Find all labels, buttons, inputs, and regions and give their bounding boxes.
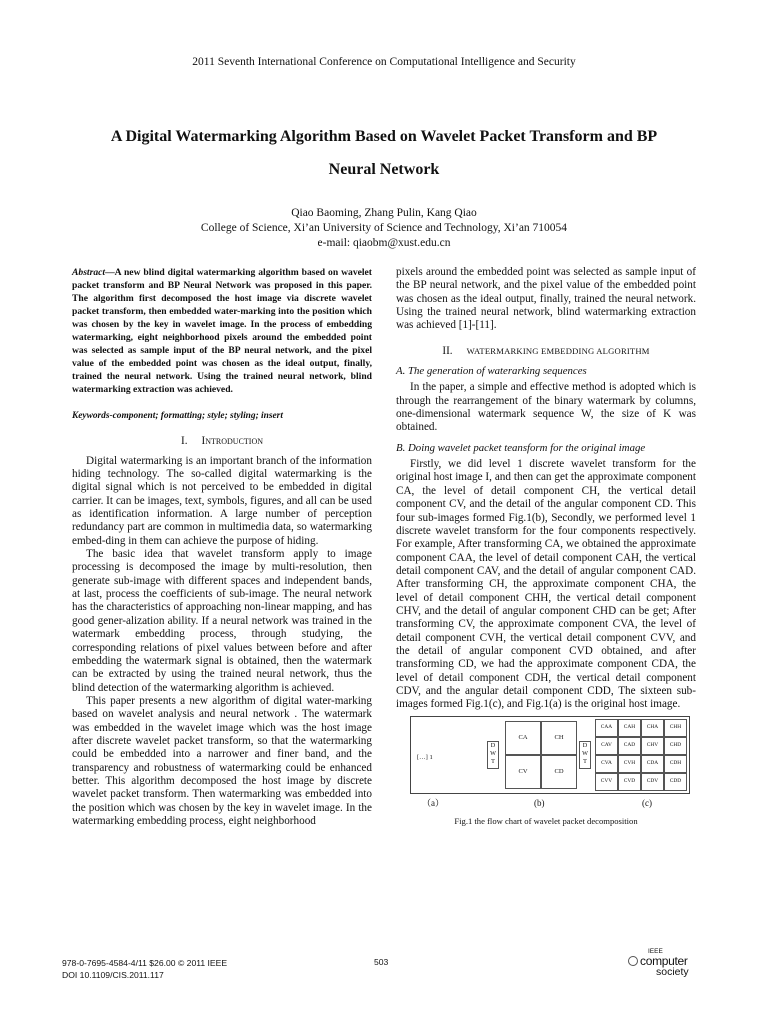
keywords: Keywords-component; formatting; style; styling; insert xyxy=(72,411,283,421)
subimage-cd: CD xyxy=(541,755,577,789)
figure-caption: Fig.1 the flow chart of wavelet packet decomposition xyxy=(454,815,638,826)
abstract-text: —A new blind digital watermarking algorithm based on wavelet packet transform and BP Neural Network was proposed in this paper. The algorithm first decomposed the host image via discrete wavelet packet transform, then embedded water-marking into the position which was chosen by the key in wavelet image. In the process of embedding watermarking, eight neighborhood pixels around the embedded point was selected as sample input of the BP neural network, and the pixel value of the embedded point was chosen as the ideal output, finally, trained the neural network. Using the trained neural network, blind watermarking extraction was achieved. xyxy=(72,267,372,395)
paper-title xyxy=(60,120,708,186)
right-column xyxy=(396,266,696,828)
abstract xyxy=(72,266,372,396)
panel-label-a: （a） xyxy=(422,797,444,808)
subimage-cdh: CDH xyxy=(664,755,687,773)
subsection-b-heading: B. Doing wavelet packet teansform for the original image xyxy=(396,441,646,454)
subimage-ca: CA xyxy=(505,721,541,755)
figure-panel-labels xyxy=(396,797,696,811)
panel-label-c: (c) xyxy=(642,797,652,808)
subimage-cah: CAH xyxy=(618,719,641,737)
subsection-a-text: In the paper, a simple and effective method is adopted which is through the rearrangement of the binary watermark by columns, one-dimensional watermark sequence W, the size of K was obtained. xyxy=(396,381,696,434)
section-2-heading xyxy=(396,345,696,358)
subimage-cdv: CDV xyxy=(641,773,664,791)
subimage-chv: CHV xyxy=(641,737,664,755)
dwt-box-1: D W T xyxy=(487,741,499,769)
subimage-cvh: CVH xyxy=(618,755,641,773)
subsection-b-text: Firstly, we did level 1 discrete wavelet transform for the original host image I, and then can get the approximate component CA, the level of detail component CH, the vertical detail component CV, and the detail of the angular component CD. This four sub-images formed Fig.1(b), Secondly, we performed level 1 discrete wavelet transform for the four components respectively. For example, After transforming CA, we obtained the approximate component CAA, the level of detail component CAH, the vertical detail component CAV, and the detail of angular component CAD. After transforming CH, the approximate component CHA, the level of detail component CHH, the vertical detail component CHV, and the detail of angular component CHD can be get; After transforming CV, the approximate component CVA, the level of detail component CVH, the vertical detail component CVV, and the detail of angular component CVD obtained, and after transforming CD, we had the approximate component CDA, the level of detail component CDH, the vertical detail component CDV, and the angular detail component CDD, The sixteen sub-images formed Fig.1(c), and Fig.1(a) is the original host image. xyxy=(396,458,696,711)
intro-continuation: pixels around the embedded point was selected as sample input of the BP neural network, and the pixel value of the embedded point was chosen as the ideal output, finally, trained the neural network. Using the trained neural network, blind watermarking extraction was achieved [1]-[11]. xyxy=(396,266,696,332)
host-image-label: […] 1 xyxy=(417,753,433,761)
subimage-caa: CAA xyxy=(595,719,618,737)
subimage-cv: CV xyxy=(505,755,541,789)
footer-publication-info xyxy=(62,957,227,981)
conference-header: 2011 Seventh International Conference on Computational Intelligence and Security xyxy=(192,56,576,68)
section-1-number: I. xyxy=(180,435,188,448)
section-2-title: WATERMARKING EMBEDDING ALGORITHM xyxy=(466,345,650,356)
intro-paragraph-1: Digital watermarking is an important branch of the information hiding technology. The so-called digital watermarking is the digital signal which is not perceived to be embedded in digital carrier. It can be images, text, symbols, figures, and all can be used as identification information. A large number of perception redundancy part are common in multimedia data, so watermarking embed-ding in them can achieve the purpose of hiding. xyxy=(72,454,372,547)
title-line-1: A Digital Watermarking Algorithm Based on Wavelet Packet Transform and BP xyxy=(110,128,658,145)
section-1-title: Introduction xyxy=(201,435,264,448)
author-affiliation: College of Science, Xi’an University of Science and Technology, Xi’an 710054 xyxy=(200,222,568,234)
section-1-heading xyxy=(72,435,372,448)
author-block xyxy=(0,206,768,251)
title-line-2: Neural Network xyxy=(328,161,440,178)
subimage-cad: CAD xyxy=(618,737,641,755)
panel-label-b: (b) xyxy=(534,797,545,808)
subimage-cav: CAV xyxy=(595,737,618,755)
intro-paragraph-2: The basic idea that wavelet transform apply to image processing is decomposed the image by multi-resolution, then generate sub-image with different spaces and independent bands, at last, process the coefficients of sub-image. The neural network has the characteristics of approaching non-linear mapping, and has good gener-alization ability. If a neural network was trained in the watermark embedding process, through studying, the corresponding relations of pixel values between before and after embedding the watermark signal is obtained, then the watermark can be extracted by using the trained neural network, thus the blind detection of the watermarking algorithm is achieved. xyxy=(72,548,372,694)
subimage-chd: CHD xyxy=(664,737,687,755)
intro-paragraph-3: This paper presents a new algorithm of digital water-marking based on wavelet analysis and neural network . The watermark was embedded in the wavelet image which was the host image after discrete wavelet packet transform, so that the watermarking could be embedded into a narrower and finer band, and the transparency and robustness of watermarking could be enhanced better. This algorithm decomposed the host image by discrete wavelet packet transform. Then watermarking was embedded into the position which was chosen by the key in wavelet image. In the watermarking embedding process, eight neighborhood xyxy=(72,694,372,827)
subimage-chh: CHH xyxy=(664,719,687,737)
author-names: Qiao Baoming, Zhang Pulin, Kang Qiao xyxy=(291,207,477,219)
globe-icon xyxy=(628,956,638,966)
footer-doi: DOI 10.1109/CIS.2011.117 xyxy=(62,970,164,980)
subimage-cva: CVA xyxy=(595,755,618,773)
subimage-cdd: CDD xyxy=(664,773,687,791)
subimage-cha: CHA xyxy=(641,719,664,737)
figure-1 xyxy=(410,716,690,794)
subimage-cvv: CVV xyxy=(595,773,618,791)
abstract-label: Abstract xyxy=(72,267,106,278)
ieee-computer-society-logo: IEEE computer society xyxy=(628,948,708,980)
footer-isbn: 978-0-7695-4584-4/11 $26.00 © 2011 IEEE xyxy=(62,958,228,968)
subsection-a-heading: A. The generation of waterarking sequences xyxy=(396,365,587,378)
author-email[interactable]: e-mail: qiaobm@xust.edu.cn xyxy=(317,237,451,249)
subimage-cvd: CVD xyxy=(618,773,641,791)
section-2-number: II. xyxy=(442,344,453,357)
dwt-box-2: D W T xyxy=(579,741,591,769)
subimage-ch: CH xyxy=(541,721,577,755)
subimage-cda: CDA xyxy=(641,755,664,773)
left-column xyxy=(72,266,372,828)
page-number: 503 xyxy=(374,957,389,967)
